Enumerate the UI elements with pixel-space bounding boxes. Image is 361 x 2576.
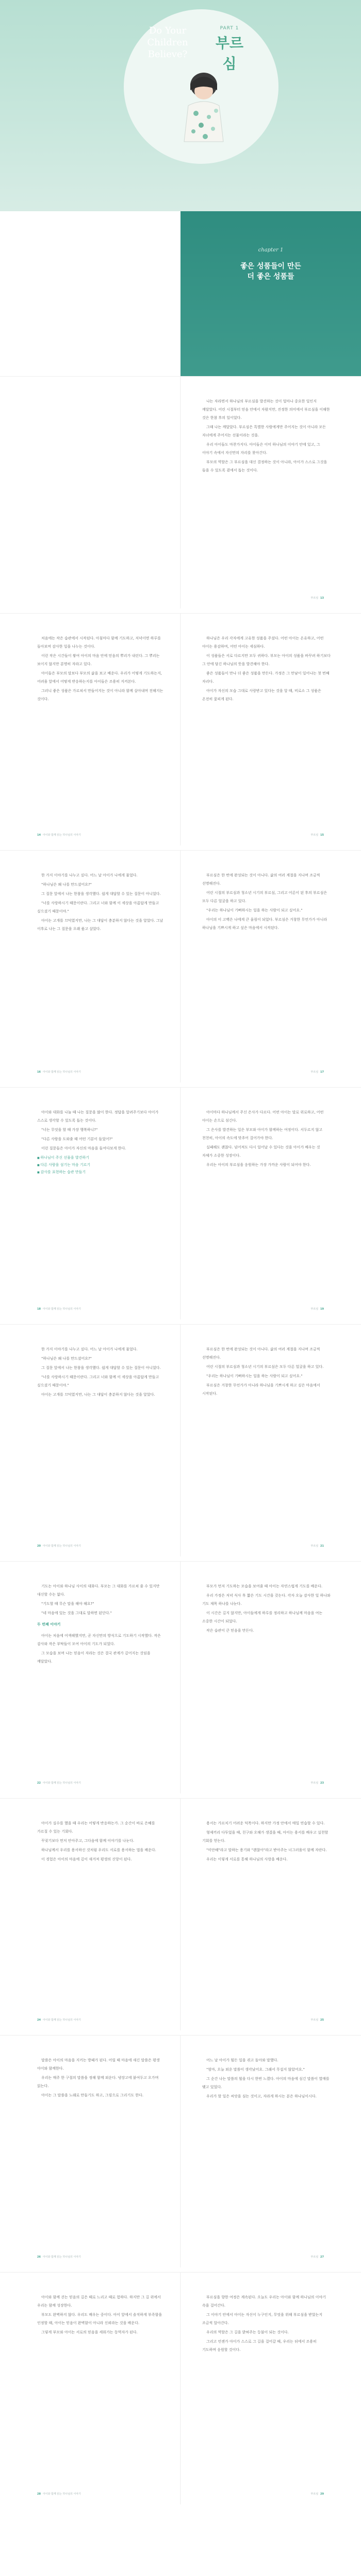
page-number: 28: [37, 2493, 41, 2496]
body-paragraph: 기도는 아이와 하나님 사이의 대화다. 부모는 그 대화를 가르쳐 줄 수 있지만 대신할 수는 없다.: [37, 1584, 160, 1597]
right-page-footer: [221, 1781, 324, 1785]
body-paragraph: 아이는 고개를 끄덕였지만, 나는 그 대답이 충분하지 않다는 것을 알았다. 그날 이후로 나는 그 질문을 오래 품고 살았다.: [37, 919, 163, 931]
body-paragraph: 한 가지 이야기를 나누고 싶다. 어느 날 아이가 나에게 물었다.: [41, 1347, 138, 1351]
right-page-text: [202, 1108, 331, 1170]
body-paragraph: 나는 자라면서 하나님의 부르심을 발견하는 것이 얼마나 중요한 일인지 깨달았다. 어린 시절부터 믿음 안에서 자랐지만, 진정한 의미에서 부르심을 이해한 것은 한참 후의 일이었다.: [202, 399, 330, 420]
right-page-text: [202, 2056, 331, 2102]
body-paragraph: 그 질문 앞에서 나는 한참을 생각했다. 쉽게 대답할 수 있는 질문이 아니었다.: [41, 892, 161, 896]
body-paragraph: "미안해"라고 말하는 용기와 "괜찮아"라고 받아주는 너그러움이 함께 자란다.: [206, 1848, 327, 1852]
body-paragraph: 그 질문 앞에서 나는 한참을 생각했다. 쉽게 대답할 수 있는 질문이 아니었다.: [41, 1366, 161, 1370]
book-spread: [0, 376, 361, 608]
left-page-text: [37, 2056, 166, 2100]
right-page-text: [202, 1345, 331, 1399]
right-page-footer: [221, 833, 324, 837]
body-paragraph: 이 성품들은 서로 다르지만 모두 귀하다. 부모는 아이의 성품을 바꾸려 하기보다 그 안에 담긴 하나님의 뜻을 발견해야 한다.: [202, 654, 331, 666]
right-page-text: [202, 1819, 331, 1865]
running-title: 부르심: [310, 597, 319, 600]
body-paragraph: 우리는 아이의 부르심을 응원하는 가장 가까운 사람이 되어야 한다.: [206, 1163, 311, 1167]
body-paragraph: 용서는 가르치기 어려운 덕목이다. 하지만 가정 안에서 매일 연습할 수 있다.: [206, 1821, 325, 1825]
body-paragraph: 아이는 고개를 끄덕였지만, 나는 그 대답이 충분하지 않다는 것을 알았다.: [41, 1393, 155, 1397]
running-title: 아이와 함께 읽는 하나님의 이야기: [42, 1071, 81, 1074]
book-spread: [0, 2035, 361, 2267]
body-paragraph: 아이들은 부모의 말보다 부모의 삶을 보고 배운다. 우리가 어떻게 기도하는지, 어려움 앞에서 어떻게 반응하는지를 아이들은 조용히 지켜본다.: [37, 671, 162, 684]
gutter: [180, 2036, 181, 2267]
page-number: 22: [37, 1782, 41, 1785]
page-number: 21: [320, 1545, 324, 1548]
gutter: [180, 1088, 181, 1319]
body-paragraph: "너를 사랑하시기 때문이란다. 그리고 너와 함께 이 세상을 아름답게 만들고 싶으셨기 때문이야.": [37, 1375, 159, 1387]
body-paragraph: 아이의 이 고백은 나에게 큰 울림이 되었다. 부르심은 거창한 무언가가 아니라 하나님을 기쁘시게 하고 싶은 마음에서 시작된다.: [202, 918, 327, 930]
page-number: 24: [37, 2019, 41, 2022]
right-page-text: [202, 397, 331, 476]
body-paragraph: 실패해도 괜찮다. 넘어져도 다시 일어날 수 있다는 것을 아이가 배우는 것 자체가 소중한 성장이다.: [202, 1145, 320, 1158]
running-title: 부르심: [310, 1308, 319, 1311]
right-page-footer: [221, 2018, 324, 2022]
chapter-opener: [0, 211, 361, 376]
left-page-footer: [37, 1781, 140, 1785]
book-spread: [0, 1087, 361, 1319]
running-title: 부르심: [310, 2256, 319, 2259]
page-number: 20: [37, 1545, 41, 1548]
section-heading: 두 번째 이야기: [37, 1622, 61, 1626]
body-paragraph: "하나님은 왜 나를 만드셨어요?": [41, 1357, 92, 1361]
right-page-text: [202, 2293, 331, 2355]
body-paragraph: 부모의 역할은 그 부르심을 대신 결정하는 것이 아니라, 아이가 스스로 그것을 들을 수 있도록 곁에서 돕는 것이다.: [202, 460, 327, 472]
body-paragraph: 부르심은 한 번에 완성되는 것이 아니다. 삶의 여러 계절을 지나며 조금씩 선명해진다.: [202, 873, 320, 886]
right-page-footer: [221, 1307, 324, 1311]
gutter: [180, 1325, 181, 1556]
book-spread: [0, 1324, 361, 1556]
body-paragraph: 우리의 역할은 그 길을 밝혀주는 등불이 되는 것이다.: [206, 2330, 289, 2334]
left-page-text: [37, 1819, 166, 1865]
right-page-text: [202, 634, 331, 704]
page-number: 15: [320, 834, 324, 837]
body-paragraph: 아이와 함께 걷는 믿음의 길은 때로 느리고 때로 험하다. 하지만 그 길 위에서 우리는 함께 성장한다.: [37, 2295, 161, 2308]
body-paragraph: "다른 사람을 도와줄 때 어떤 기분이 들었어?": [41, 1137, 113, 1141]
bullet-item: ■ 감사를 표현하는 습관 만들기: [37, 1169, 166, 1176]
left-page-text: [37, 871, 166, 934]
body-paragraph: 아이마다 하나님께서 주신 은사가 다르다. 어떤 아이는 말로 위로하고, 어떤 아이는 손으로 섬긴다.: [202, 1110, 324, 1123]
running-title: 부르심: [310, 1071, 319, 1074]
part-label: PART 1: [220, 26, 239, 31]
right-page-footer: [221, 2492, 324, 2496]
body-paragraph: 이 경험은 아이의 마음에 깊이 새겨져 평생의 신앙이 된다.: [41, 1857, 132, 1861]
chapter-title-line: 더 좋은 성품들: [247, 273, 294, 281]
left-page-footer: [37, 1070, 140, 1074]
body-paragraph: 아이와 대화를 나눌 때 나는 질문을 많이 한다. 정답을 알려주기보다 아이가 스스로 생각할 수 있도록 돕는 것이다.: [37, 1110, 159, 1123]
body-paragraph: 그렇게 부모와 아이는 서로의 믿음을 세워가는 동역자가 된다.: [41, 2330, 138, 2334]
page-number: 18: [37, 1308, 41, 1311]
page-number: 19: [320, 1308, 324, 1311]
part-cover: [0, 0, 361, 211]
body-paragraph: 우리 가정은 저녁 식사 후 짧은 기도 시간을 갖는다. 각자 오늘 감사한 일 하나와 기도 제목 하나를 나눈다.: [202, 1594, 331, 1606]
page-number: 26: [37, 2256, 41, 2259]
cover-english-line: Do Your: [149, 25, 187, 36]
body-paragraph: 이런 작은 시간들이 쌓여 아이의 마음 안에 믿음의 뿌리가 내린다. 그 뿌리는 보이지 않지만 분명히 자라고 있다.: [37, 654, 160, 666]
body-paragraph: 아이가 실수를 했을 때 우리는 어떻게 반응하는가. 그 순간이 바로 은혜를 가르칠 수 있는 기회다.: [37, 1821, 155, 1834]
chapter-left-page: [0, 211, 180, 376]
body-paragraph: 이 시간은 길지 않지만, 아이들에게 하루를 정리하고 하나님께 마음을 여는 소중한 시간이 되었다.: [202, 1611, 323, 1623]
right-page-text: [202, 871, 331, 933]
body-paragraph: 그 모습을 보며 나는 믿음이 자라는 것은 결국 관계가 깊어지는 것임을 깨달았다.: [37, 1651, 151, 1664]
gutter: [180, 614, 181, 845]
right-page-footer: [221, 596, 324, 600]
book-spread: [0, 613, 361, 845]
running-title: 아이와 함께 읽는 하나님의 이야기: [42, 834, 81, 837]
page-number: 13: [320, 597, 324, 600]
left-page-text: [37, 634, 166, 704]
page-number: 23: [320, 1782, 324, 1785]
running-title: 아이와 함께 읽는 하나님의 이야기: [42, 1308, 81, 1311]
part-title: 부르심: [215, 35, 244, 72]
bullet-item: ■ 다른 사람을 섬기는 마음 기르기: [37, 1162, 166, 1169]
body-paragraph: 말씀은 아이의 마음을 지키는 방패가 된다. 어릴 때 마음에 새긴 말씀은 평생 아이와 함께한다.: [37, 2058, 160, 2071]
body-paragraph: 아이가 자신의 모습 그대로 사랑받고 있다는 것을 알 때, 비로소 그 성품은 온전히 꽃피게 된다.: [202, 689, 321, 701]
body-paragraph: 우리는 매주 한 구절의 말씀을 정해 함께 외운다. 냉장고에 붙여두고 오가며 읽는다.: [37, 2076, 159, 2088]
body-paragraph: 어느 날 아이가 힘든 일을 겪고 돌아와 말했다.: [206, 2058, 278, 2062]
running-title: 부르심: [310, 1545, 319, 1548]
left-page-footer: [37, 2255, 140, 2259]
left-page-footer: [37, 1544, 140, 1548]
body-paragraph: 부르심을 향한 여정은 계속된다. 오늘도 우리는 아이와 함께 하나님의 이야기 속을 걸어간다.: [202, 2295, 326, 2308]
body-paragraph: "하나님은 왜 나를 만드셨어요?": [41, 883, 92, 887]
body-paragraph: "너는 무엇을 할 때 가장 행복하니?": [41, 1128, 98, 1132]
running-title: 아이와 함께 읽는 하나님의 이야기: [42, 1545, 81, 1548]
body-paragraph: 작은 습관이 큰 믿음을 만든다.: [206, 1629, 254, 1633]
page-number: 27: [320, 2256, 324, 2259]
body-paragraph: "너를 사랑하시기 때문이란다. 그리고 너와 함께 이 세상을 아름답게 만들고 싶으셨기 때문이야.": [37, 901, 159, 913]
right-page-footer: [221, 1544, 324, 1548]
book-spread: [0, 1798, 361, 2030]
body-paragraph: 좋은 성품들이 만나 더 좋은 성품을 만든다. 가정은 그 만남이 일어나는 첫 번째 자리다.: [202, 671, 330, 684]
body-paragraph: 우리는 이렇게 서로를 통해 하나님의 사랑을 배운다.: [206, 1857, 288, 1861]
page-number: 17: [320, 1071, 324, 1074]
body-paragraph: 한 가지 이야기를 나누고 싶다. 어느 날 아이가 나에게 물었다.: [41, 873, 138, 877]
body-paragraph: 꾸짖기보다 먼저 안아주고, 그다음에 함께 이야기를 나눈다.: [41, 1839, 135, 1843]
cover-english-line: Children: [147, 37, 188, 48]
running-title: 아이와 함께 읽는 하나님의 이야기: [42, 2019, 81, 2022]
body-paragraph: "우리는 하나님이 기뻐하시는 일을 하는 사람이 되고 싶어요.": [206, 1374, 303, 1378]
page-number: 25: [320, 2019, 324, 2022]
body-paragraph: 그 은사를 발견하는 일은 부모와 아이가 함께하는 여정이다. 서두르지 않고 천천히, 아이의 속도에 맞추어 걸어가야 한다.: [202, 1128, 323, 1140]
body-paragraph: 그때 나는 깨달았다. 부르심은 특별한 사람에게만 주어지는 것이 아니라 모든 자녀에게 주어지는 선물이라는 것을.: [202, 425, 326, 437]
body-paragraph: 아이는 그 말씀을 노래로 만들기도 하고, 그림으로 그리기도 한다.: [41, 2093, 144, 2097]
body-paragraph: 그 이야기 안에서 아이는 자신이 누구인지, 무엇을 위해 부르심을 받았는지 조금씩 알아간다.: [202, 2313, 323, 2325]
running-title: 부르심: [310, 2493, 319, 2496]
body-paragraph: 부모도 완벽하지 않다. 우리도 배우는 중이다. 아이 앞에서 솔직하게 부족함을 인정할 때, 아이는 믿음이 완벽함이 아니라 신뢰라는 것을 배운다.: [37, 2313, 162, 2325]
body-paragraph: "기도할 때 무슨 말을 해야 해요?": [41, 1602, 94, 1606]
body-paragraph: "네 마음에 있는 것을 그대로 말하면 된단다.": [41, 1611, 112, 1615]
left-page-footer: [37, 1307, 140, 1311]
book-spread: [0, 850, 361, 1082]
body-paragraph: 하나님은 우리 각자에게 고유한 성품을 주셨다. 어떤 아이는 온유하고, 어떤 아이는 용감하며, 어떤 아이는 세심하다.: [202, 636, 324, 649]
body-paragraph: 그 순간 나는 말씀의 힘을 다시 한번 느꼈다. 아이의 마음에 심긴 말씀이 열매를 맺고 있었다.: [202, 2077, 330, 2089]
body-paragraph: 부모가 먼저 기도하는 모습을 보여줄 때 아이는 자연스럽게 기도를 배운다.: [206, 1584, 323, 1588]
body-paragraph: 아이는 처음에 어색해했지만, 곧 자신만의 방식으로 기도하기 시작했다. 작은 감사와 작은 부탁들이 모여 아이의 기도가 되었다.: [37, 1634, 161, 1646]
body-paragraph: 하나님께서 우리를 용서하신 것처럼 우리도 서로를 용서하는 법을 배운다.: [41, 1848, 156, 1852]
running-title: 아이와 함께 읽는 하나님의 이야기: [42, 2493, 81, 2496]
body-paragraph: "우리는 하나님이 기뻐하시는 일을 하는 사람이 되고 싶어요.": [206, 908, 303, 912]
gutter: [180, 1562, 181, 1793]
left-page-text: [37, 2293, 166, 2337]
running-title: 부르심: [310, 1782, 319, 1785]
running-title: 아이와 함께 읽는 하나님의 이야기: [42, 2256, 81, 2259]
bullet-item: ■ 하나님이 주신 선물을 발견하기: [37, 1155, 166, 1162]
left-page-footer: [37, 2018, 140, 2022]
left-page-text: [37, 1345, 166, 1400]
child-illustration: [173, 64, 235, 147]
running-title: 아이와 함께 읽는 하나님의 이야기: [42, 1782, 81, 1785]
left-page-footer: [37, 833, 140, 837]
gutter: [180, 1799, 181, 2030]
book-spread: [0, 1561, 361, 1793]
cover-english-line: Believe?: [147, 49, 188, 60]
body-paragraph: 어린 시절의 부르심과 청소년 시기의 부르심은 모두 다른 얼굴을 하고 있다.: [206, 1365, 324, 1369]
body-paragraph: 처음에는 작은 습관에서 시작된다. 아침마다 함께 기도하고, 저녁이면 하루를 돌아보며 감사한 일을 나누는 것이다.: [37, 636, 161, 649]
body-paragraph: 그리고 언젠가 아이가 스스로 그 길을 걸어갈 때, 우리는 뒤에서 조용히 기도하며 응원할 것이다.: [202, 2340, 317, 2352]
chapter-title-line: 좋은 성품들이 만든: [240, 262, 301, 270]
body-paragraph: 부르심은 한 번에 완성되는 것이 아니다. 삶의 여러 계절을 지나며 조금씩 선명해진다.: [202, 1347, 320, 1360]
page-number: 16: [37, 1071, 41, 1074]
chapter-right-page: [180, 211, 361, 376]
left-page-text: [37, 1108, 166, 1179]
gutter: [180, 851, 181, 1082]
body-paragraph: 부르심은 거창한 무언가가 아니라 하나님을 기쁘시게 하고 싶은 마음에서 시작된다.: [202, 1383, 320, 1396]
body-paragraph: 그러니 좋은 성품은 가르쳐서 만들어지는 것이 아니라 함께 살아내며 전해지는 것이다.: [37, 689, 163, 701]
book-spread: [0, 2272, 361, 2504]
right-page-footer: [221, 2255, 324, 2259]
right-page-text: [202, 1582, 331, 1636]
left-page-footer: [37, 2492, 140, 2496]
body-paragraph: "엄마, 오늘 외운 말씀이 생각났어요. 그래서 무섭지 않았어요.": [206, 2067, 305, 2072]
body-paragraph: 어린 시절의 부르심과 청소년 시기의 부르심, 그리고 어른이 된 후의 부르심은 모두 다른 얼굴을 하고 있다.: [202, 891, 327, 903]
chapter-label: chapter 1: [258, 247, 284, 253]
body-paragraph: 우리가 할 일은 씨앗을 심는 것이고, 자라게 하시는 분은 하나님이시다.: [206, 2094, 317, 2098]
gutter: [180, 377, 181, 608]
cover-english-title: [129, 25, 206, 60]
running-title: 부르심: [310, 2019, 319, 2022]
right-page-footer: [221, 1070, 324, 1074]
page-number: 29: [320, 2493, 324, 2496]
page-number: 14: [37, 834, 41, 837]
bullet-list: [37, 1155, 166, 1176]
body-paragraph: 형제끼리 다투었을 때, 친구와 오해가 생겼을 때, 아이는 용서를 배우고 실천할 기회를 얻는다.: [202, 1831, 329, 1843]
left-page-text: [37, 1582, 166, 1667]
body-paragraph: 이런 질문들은 아이가 자신의 마음을 들여다보게 한다.: [41, 1146, 126, 1150]
body-paragraph: 우리 아이들도 마찬가지다. 아이들은 이미 하나님의 이야기 안에 있고, 그 이야기 속에서 자신만의 자리를 찾아간다.: [202, 443, 320, 455]
running-title: 부르심: [310, 834, 319, 837]
gutter: [180, 2273, 181, 2504]
